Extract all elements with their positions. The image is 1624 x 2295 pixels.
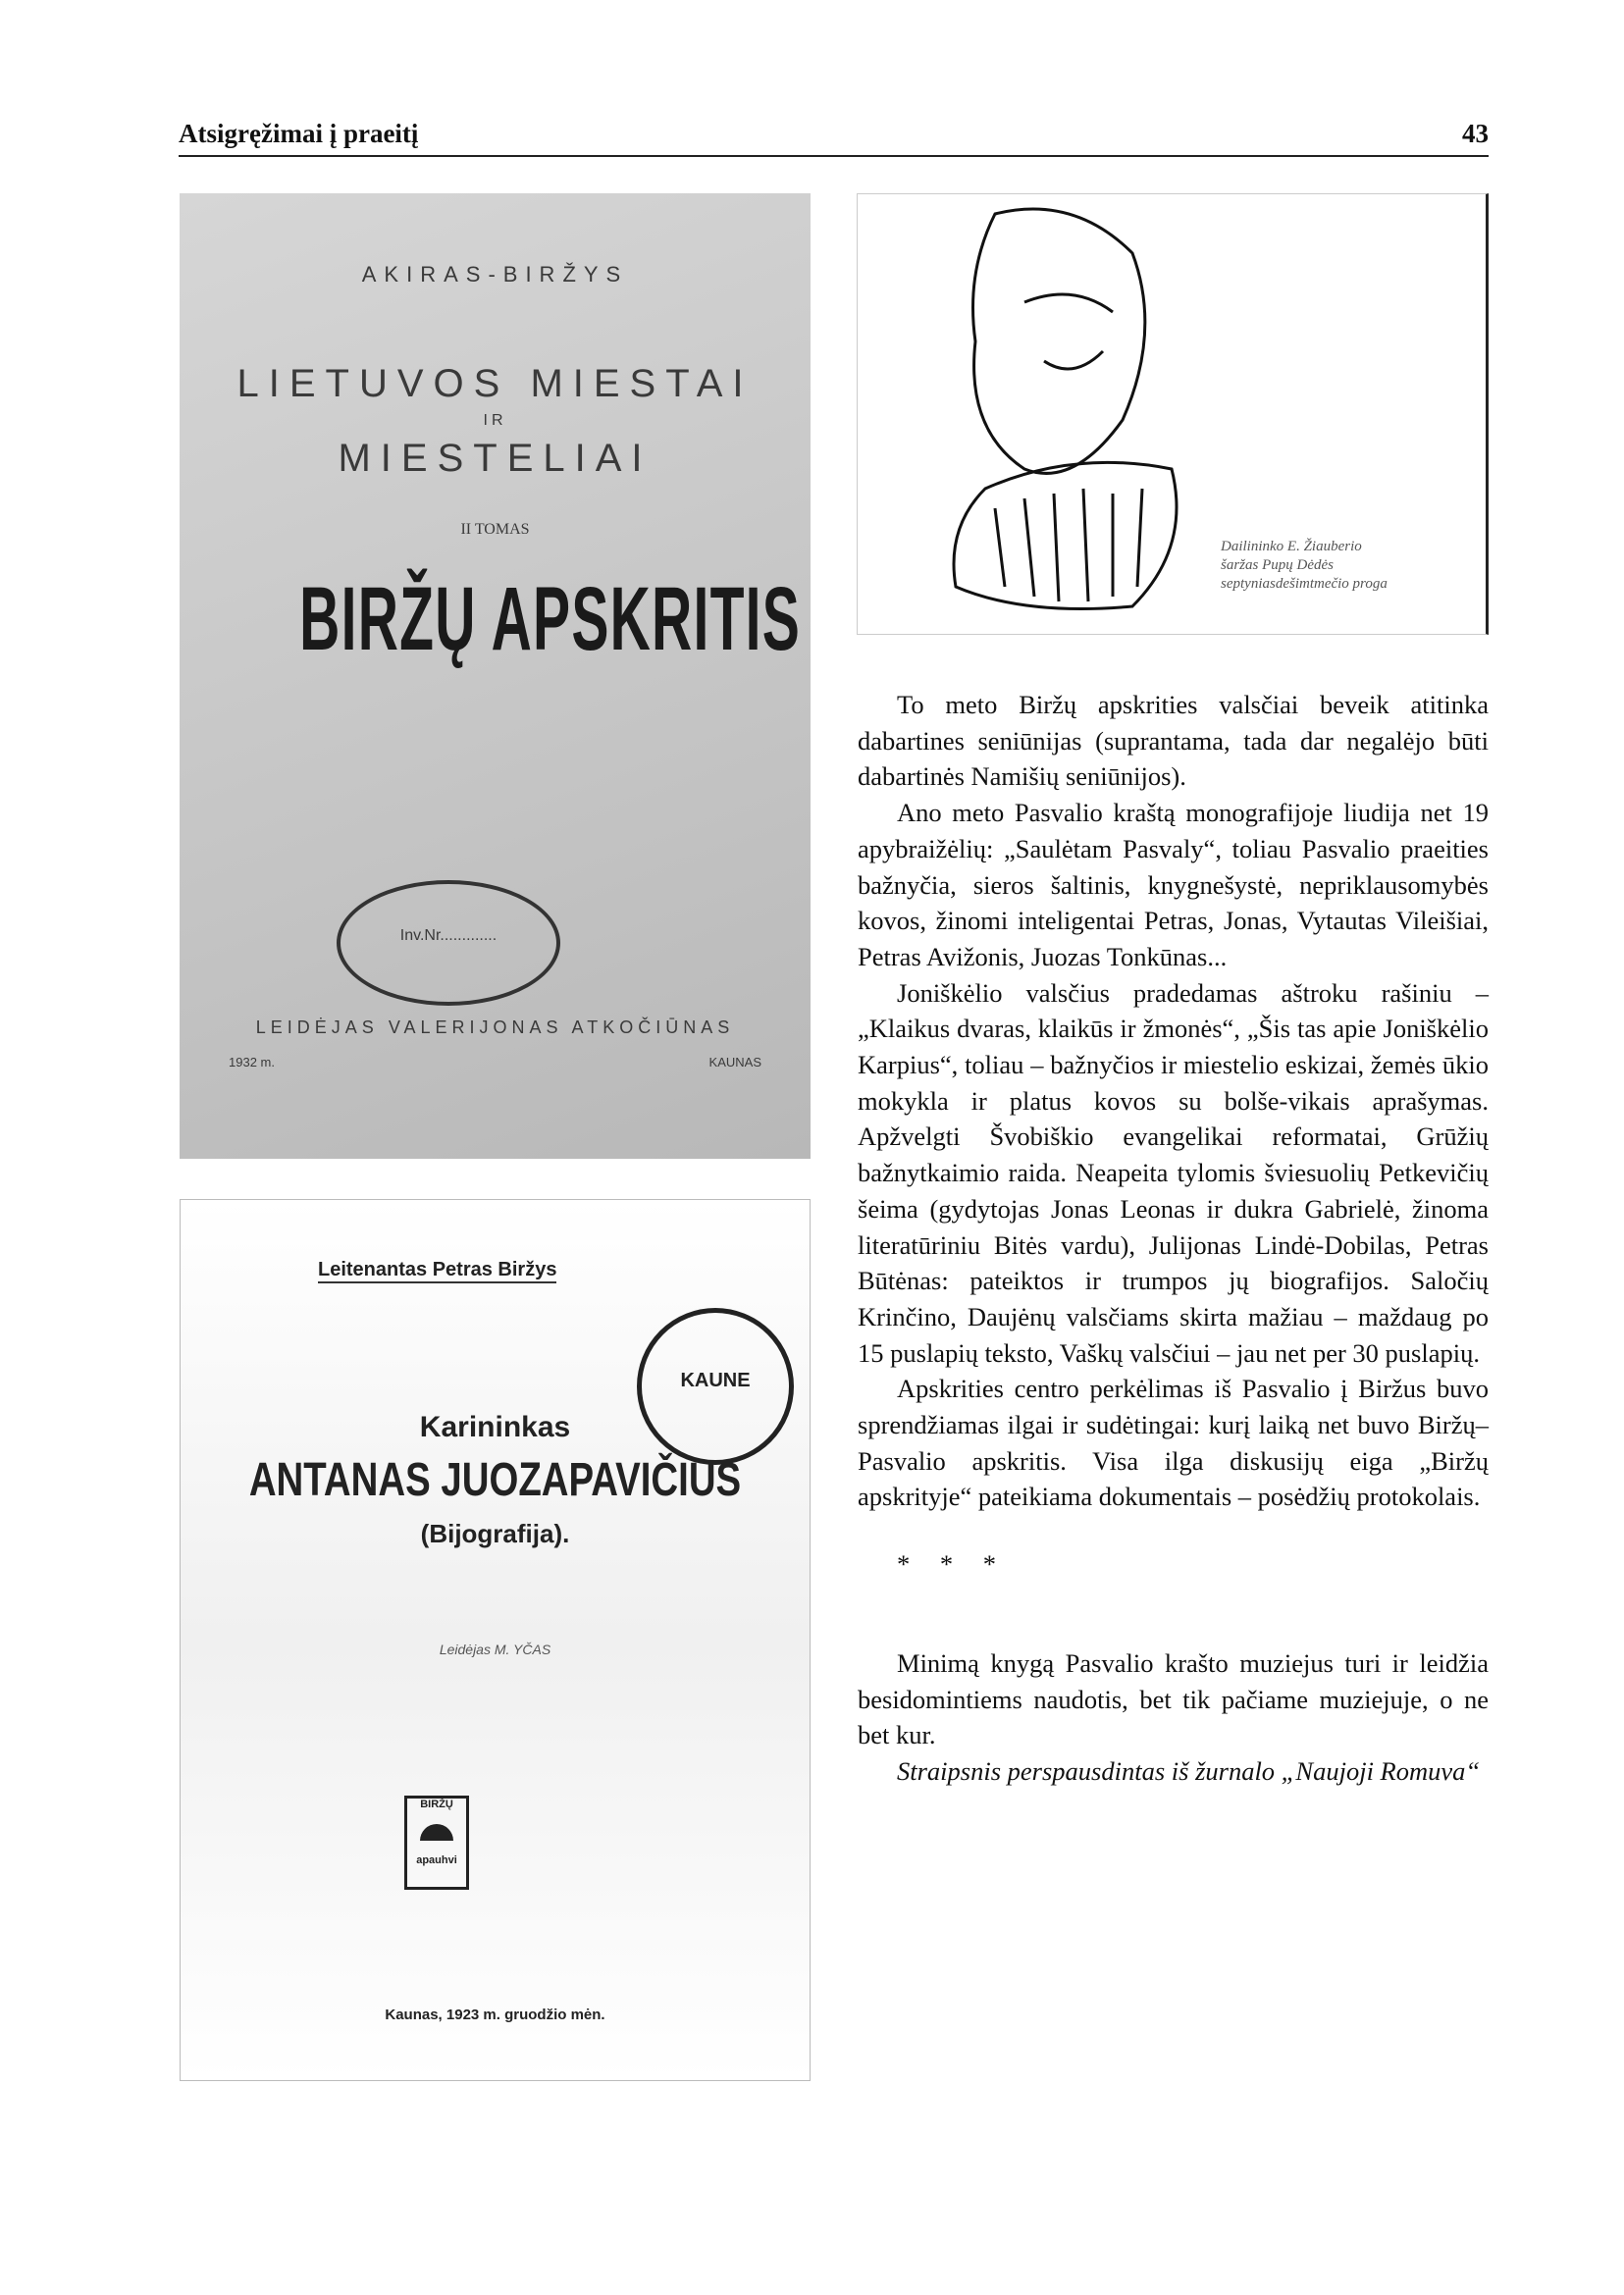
caricature-drawing <box>857 193 1489 635</box>
closing-paragraph: Minimą knygą Pasvalio krašto muziejus turi ir leidžia besidomintiems naudotis, bet tik pačiame muziejuje, o ne bet kur. <box>858 1647 1489 1750</box>
caption-line: septyniasdešimtmečio proga <box>1221 576 1388 592</box>
seal-text: KAUNE <box>680 1370 751 1391</box>
cover-title-line2: MIESTELIAI <box>338 437 653 480</box>
cover-volume: II TOMAS <box>460 521 530 538</box>
cover-series: AKIRAS-BIRŽYS <box>361 262 629 287</box>
caricature-sketch <box>877 194 1231 626</box>
source-note: Straipsnis perspausdintas iš žurnalo „Naujoji Romuva“ <box>897 1755 1481 1786</box>
header-title: Atsigręžimai į praeitį <box>179 119 419 148</box>
cover-year: 1932 m. <box>229 1055 275 1069</box>
cover2-kind: Karininkas <box>419 1411 571 1443</box>
caption-line: šaržas Pupų Dėdės <box>1221 557 1334 573</box>
cover-title-line1: LIETUVOS MIESTAI <box>236 362 754 405</box>
page-number: 43 <box>1462 119 1489 148</box>
caricature-caption <box>1221 538 1388 594</box>
paragraph: Ano meto Pasvalio kraštą monografijoje liudija net 19 apybraižėlių: „Saulėtam Pasvaly“, toliau Pasvalio praeities bažnyčia, sieros šaltinis, knygnešystė, nepriklausomybės kovos, žinomi inteligentai Petras, Jonas, Vytautas Vileišiai, Petras Avižonis, Juozas Tonkūnas... <box>858 798 1489 971</box>
article-body <box>858 687 1489 1790</box>
caption-line: Dailininko E. Žiauberio <box>1221 539 1362 554</box>
cover2-author: Leitenantas Petras Biržys <box>318 1259 556 1283</box>
cover2-subtitle: (Bijografija). <box>420 1519 570 1548</box>
paragraph: To meto Biržų apskrities valsčiai beveik atitinka dabartines seniūnijas (suprantama, tada dar negalėjo būti dabartinės Namišių seniūnijos). <box>858 690 1489 792</box>
cover2-name: ANTANAS JUOZAPAVIČIUS <box>248 1454 742 1506</box>
cover-main-title: BIRŽŲ APSKRITIS <box>299 569 802 669</box>
publisher-logo <box>404 1796 469 1890</box>
running-header <box>179 116 1489 157</box>
cover-publisher: LEIDĖJAS VALERIJONAS ATKOČIŪNAS <box>255 1017 735 1037</box>
museum-stamp <box>337 880 560 1006</box>
section-separator: * * * <box>897 1549 1008 1580</box>
cover2-publisher: Leidėjas M. YČAS <box>439 1642 551 1657</box>
cover2-footer: Kaunas, 1923 m. gruodžio mėn. <box>385 2007 605 2023</box>
cover-imprint <box>229 1055 761 1069</box>
stamp-inventory: Inv.Nr............. <box>399 927 498 944</box>
book-cover-birzu-apskritis <box>180 193 811 1159</box>
paragraph: Apskrities centro perkėlimas iš Pasvalio į Biržus buvo sprendžiamas ilgai ir sudėtingai: kurį laiką net buvo Biržų–Pasvalio apskritis. Visa ilga diskusijų eiga „Biržų apskrityje“ pateikiama dokumentais – posėdžių protokolais. <box>858 1374 1489 1512</box>
book-cover-juozapavicius <box>180 1199 811 2081</box>
logo-top: BIRŽŲ <box>420 1799 453 1810</box>
cover-title-ir: IR <box>483 412 507 429</box>
paragraph: Joniškėlio valsčius pradedamas aštroku rašiniu – „Klaikus dvaras, klaikūs ir žmonės“, „Šis tas apie Joniškėlio Karpius“, toliau – bažnyčios ir miestelio eskizai, žemės ūkio mokykla ir platus kovos su bolše-vikais aprašymas. Apžvelgti Švobiškio evangelikai reformatai, Grūžių bažnytkaimio raida. Neapeita tylomis šviesuolių Petkevičių šeima (gydytojas Jonas Leonas ir dukra Gabrielė, žinoma literatūriniu Bitės vardu), Julijonas Lindė-Dobilas, Petras Būtėnas: pateiktos ir trumpos jų biografijos. Saločių Krinčino, Daujėnų valsčiams skirta mažiau – maždaug po 15 puslapių teksto, Vaškų valsčiui – jau net per 30 puslapių. <box>858 977 1489 1368</box>
cover-city: KAUNAS <box>708 1055 761 1069</box>
cover-title <box>180 356 811 486</box>
logo-bottom: apauhvi <box>416 1854 457 1866</box>
